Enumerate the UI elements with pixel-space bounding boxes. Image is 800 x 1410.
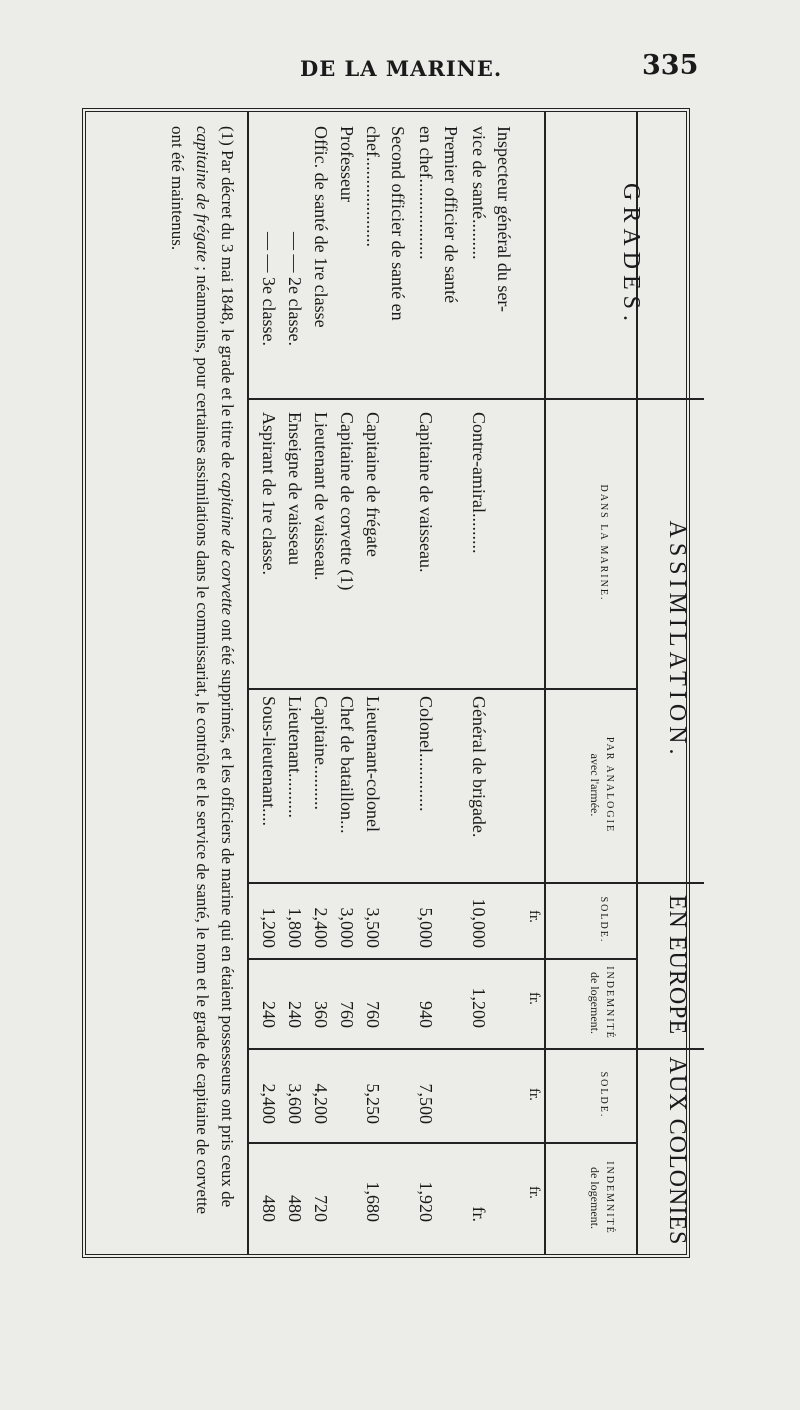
europe-solde-cell: 3,500 — [363, 907, 383, 948]
grade-cell: Professeur — [337, 126, 357, 202]
europe-indemnite-cell: 940 — [416, 1001, 436, 1028]
colonies-indemnite-cell: 1,920 — [416, 1181, 436, 1222]
europe-indemnite-cell: 760 — [337, 1001, 357, 1028]
colonies-indemnite-cell: 480 — [285, 1195, 305, 1222]
unit-europe-indemnite: fr. — [526, 992, 542, 1005]
colonies-heading: AUX COLONIES — [664, 1056, 690, 1246]
colonies-solde-cell: 3,600 — [285, 1083, 305, 1124]
europe-solde-cell: 1,200 — [259, 907, 279, 948]
europe-solde-cell: 5,000 — [416, 907, 436, 948]
europe-indemnite-subheading — [587, 958, 618, 1048]
colonies-indemnite-cell: fr. — [469, 1206, 489, 1222]
page-header — [0, 0, 800, 100]
unit-europe-solde: fr. — [526, 910, 542, 923]
colonies-solde-cell: 7,500 — [416, 1083, 436, 1124]
europe-indemnite-cell: 240 — [259, 1001, 279, 1028]
armee-cell: Colonel............. — [416, 696, 436, 812]
colonies-solde-cell: 5,250 — [363, 1083, 383, 1124]
europe-indemnite-line2: de logement. — [588, 972, 602, 1034]
colonies-solde-cell: 4,200 — [311, 1083, 331, 1124]
europe-indemnite-cell: 240 — [285, 1001, 305, 1028]
colonies-solde-subheading — [596, 1048, 612, 1142]
footnote-text-2: ont été supprimés, et les officiers de marine qui en étaient possesseurs ont pris ceux de — [218, 615, 237, 1208]
armee-subheading-line2: avec l'armée. — [588, 753, 602, 817]
armee-subheading-line1: PAR ANALOGIE — [604, 736, 615, 834]
table-row — [355, 112, 383, 1254]
europe-solde-cell: 1,800 — [285, 907, 305, 948]
europe-heading: EN EUROPE — [664, 894, 690, 1036]
unit-colonies-indemnite: fr. — [526, 1186, 542, 1199]
grade-cell: Premier officier de santé — [441, 126, 461, 304]
footnote-italic-1: capitaine de corvette — [218, 472, 237, 616]
armee-cell: Général de brigade. — [469, 696, 489, 838]
table-row — [486, 112, 514, 1254]
marine-cell: Aspirant de 1re classe. — [259, 412, 279, 575]
footnote — [165, 126, 240, 1236]
colonies-indemnite-cell: 1,680 — [363, 1181, 383, 1222]
table-row — [408, 112, 436, 1254]
grade-cell: Offic. de santé de 1re classe — [311, 126, 331, 328]
europe-indemnite-cell: 760 — [363, 1001, 383, 1028]
marine-cell: Enseigne de vaisseau — [285, 412, 305, 565]
rotated-table — [104, 112, 704, 1254]
table-row — [433, 112, 461, 1254]
marine-subheading-text: DANS LA MARINE. — [598, 484, 609, 602]
grade-cell: — — 3e classe. — [259, 232, 279, 346]
page-number: 335 — [642, 50, 699, 81]
armee-cell: Chef de bataillon... — [337, 696, 357, 834]
europe-solde-label: SOLDE. — [598, 896, 609, 944]
unit-row — [518, 112, 546, 1254]
europe-indemnite-cell: 360 — [311, 1001, 331, 1028]
table-row — [380, 112, 408, 1254]
table-row — [251, 112, 279, 1254]
assimilation-heading: ASSIMILATION. — [664, 520, 690, 760]
table-row — [329, 112, 357, 1254]
unit-colonies-solde: fr. — [526, 1088, 542, 1101]
europe-solde-cell: 10,000 — [469, 898, 489, 948]
grade-cell: en chef.................. — [416, 126, 436, 260]
table-row — [461, 112, 489, 1254]
armee-cell: Capitaine.......... — [311, 696, 331, 810]
grade-cell: vice de santé......... — [469, 126, 489, 260]
colonies-indemnite-subheading — [587, 1142, 618, 1254]
marine-subheading — [596, 398, 612, 688]
colonies-solde-label: SOLDE. — [598, 1071, 609, 1119]
armee-cell: Lieutenant-colonel — [363, 696, 383, 832]
armee-cell: Sous-lieutenant.... — [259, 696, 279, 826]
footnote-rule — [247, 112, 249, 1254]
europe-solde-cell: 2,400 — [311, 907, 331, 948]
marine-cell: Contre-amiral......... — [469, 412, 489, 554]
europe-indemnite-line1: INDEMNITÉ — [604, 966, 615, 1040]
running-title: DE LA MARINE. — [300, 56, 503, 81]
colonies-indemnite-line2: de logement. — [588, 1167, 602, 1229]
grade-cell: chef.................... — [363, 126, 383, 247]
footnote-italic-2: capitaine de frégate — [193, 126, 212, 262]
grade-cell: Inspecteur général du ser- — [494, 126, 514, 313]
colonies-indemnite-cell: 720 — [311, 1195, 331, 1222]
grades-heading: GRADES. — [618, 182, 644, 327]
armee-subheading — [587, 688, 618, 882]
footnote-text-1: (1) Par décret du 3 mai 1848, le grade et le titre de — [218, 126, 237, 473]
grade-cell: Second officier de santé en — [388, 126, 408, 321]
europe-indemnite-cell: 1,200 — [469, 987, 489, 1028]
europe-solde-subheading — [596, 882, 612, 958]
colonies-indemnite-cell: 480 — [259, 1195, 279, 1222]
marine-cell: Capitaine de frégate — [363, 412, 383, 557]
grade-cell: — — 2e classe. — [285, 232, 305, 346]
marine-cell: Capitaine de corvette (1) — [337, 412, 357, 591]
marine-cell: Capitaine de vaisseau. — [416, 412, 436, 573]
colonies-solde-cell: 2,400 — [259, 1083, 279, 1124]
armee-cell: Lieutenant.......... — [285, 696, 305, 818]
marine-cell: Lieutenant de vaisseau. — [311, 412, 331, 581]
europe-solde-cell: 3,000 — [337, 907, 357, 948]
table-row — [277, 112, 305, 1254]
table-row — [303, 112, 331, 1254]
colonies-indemnite-line1: INDEMNITÉ — [604, 1161, 615, 1235]
footnote-text-3: ; néanmoins, pour certaines assimilations dans le commissariat, le contrôle et le service de santé, le nom et le grade de capitaine de corvette ont été maintenus. — [168, 126, 212, 1215]
